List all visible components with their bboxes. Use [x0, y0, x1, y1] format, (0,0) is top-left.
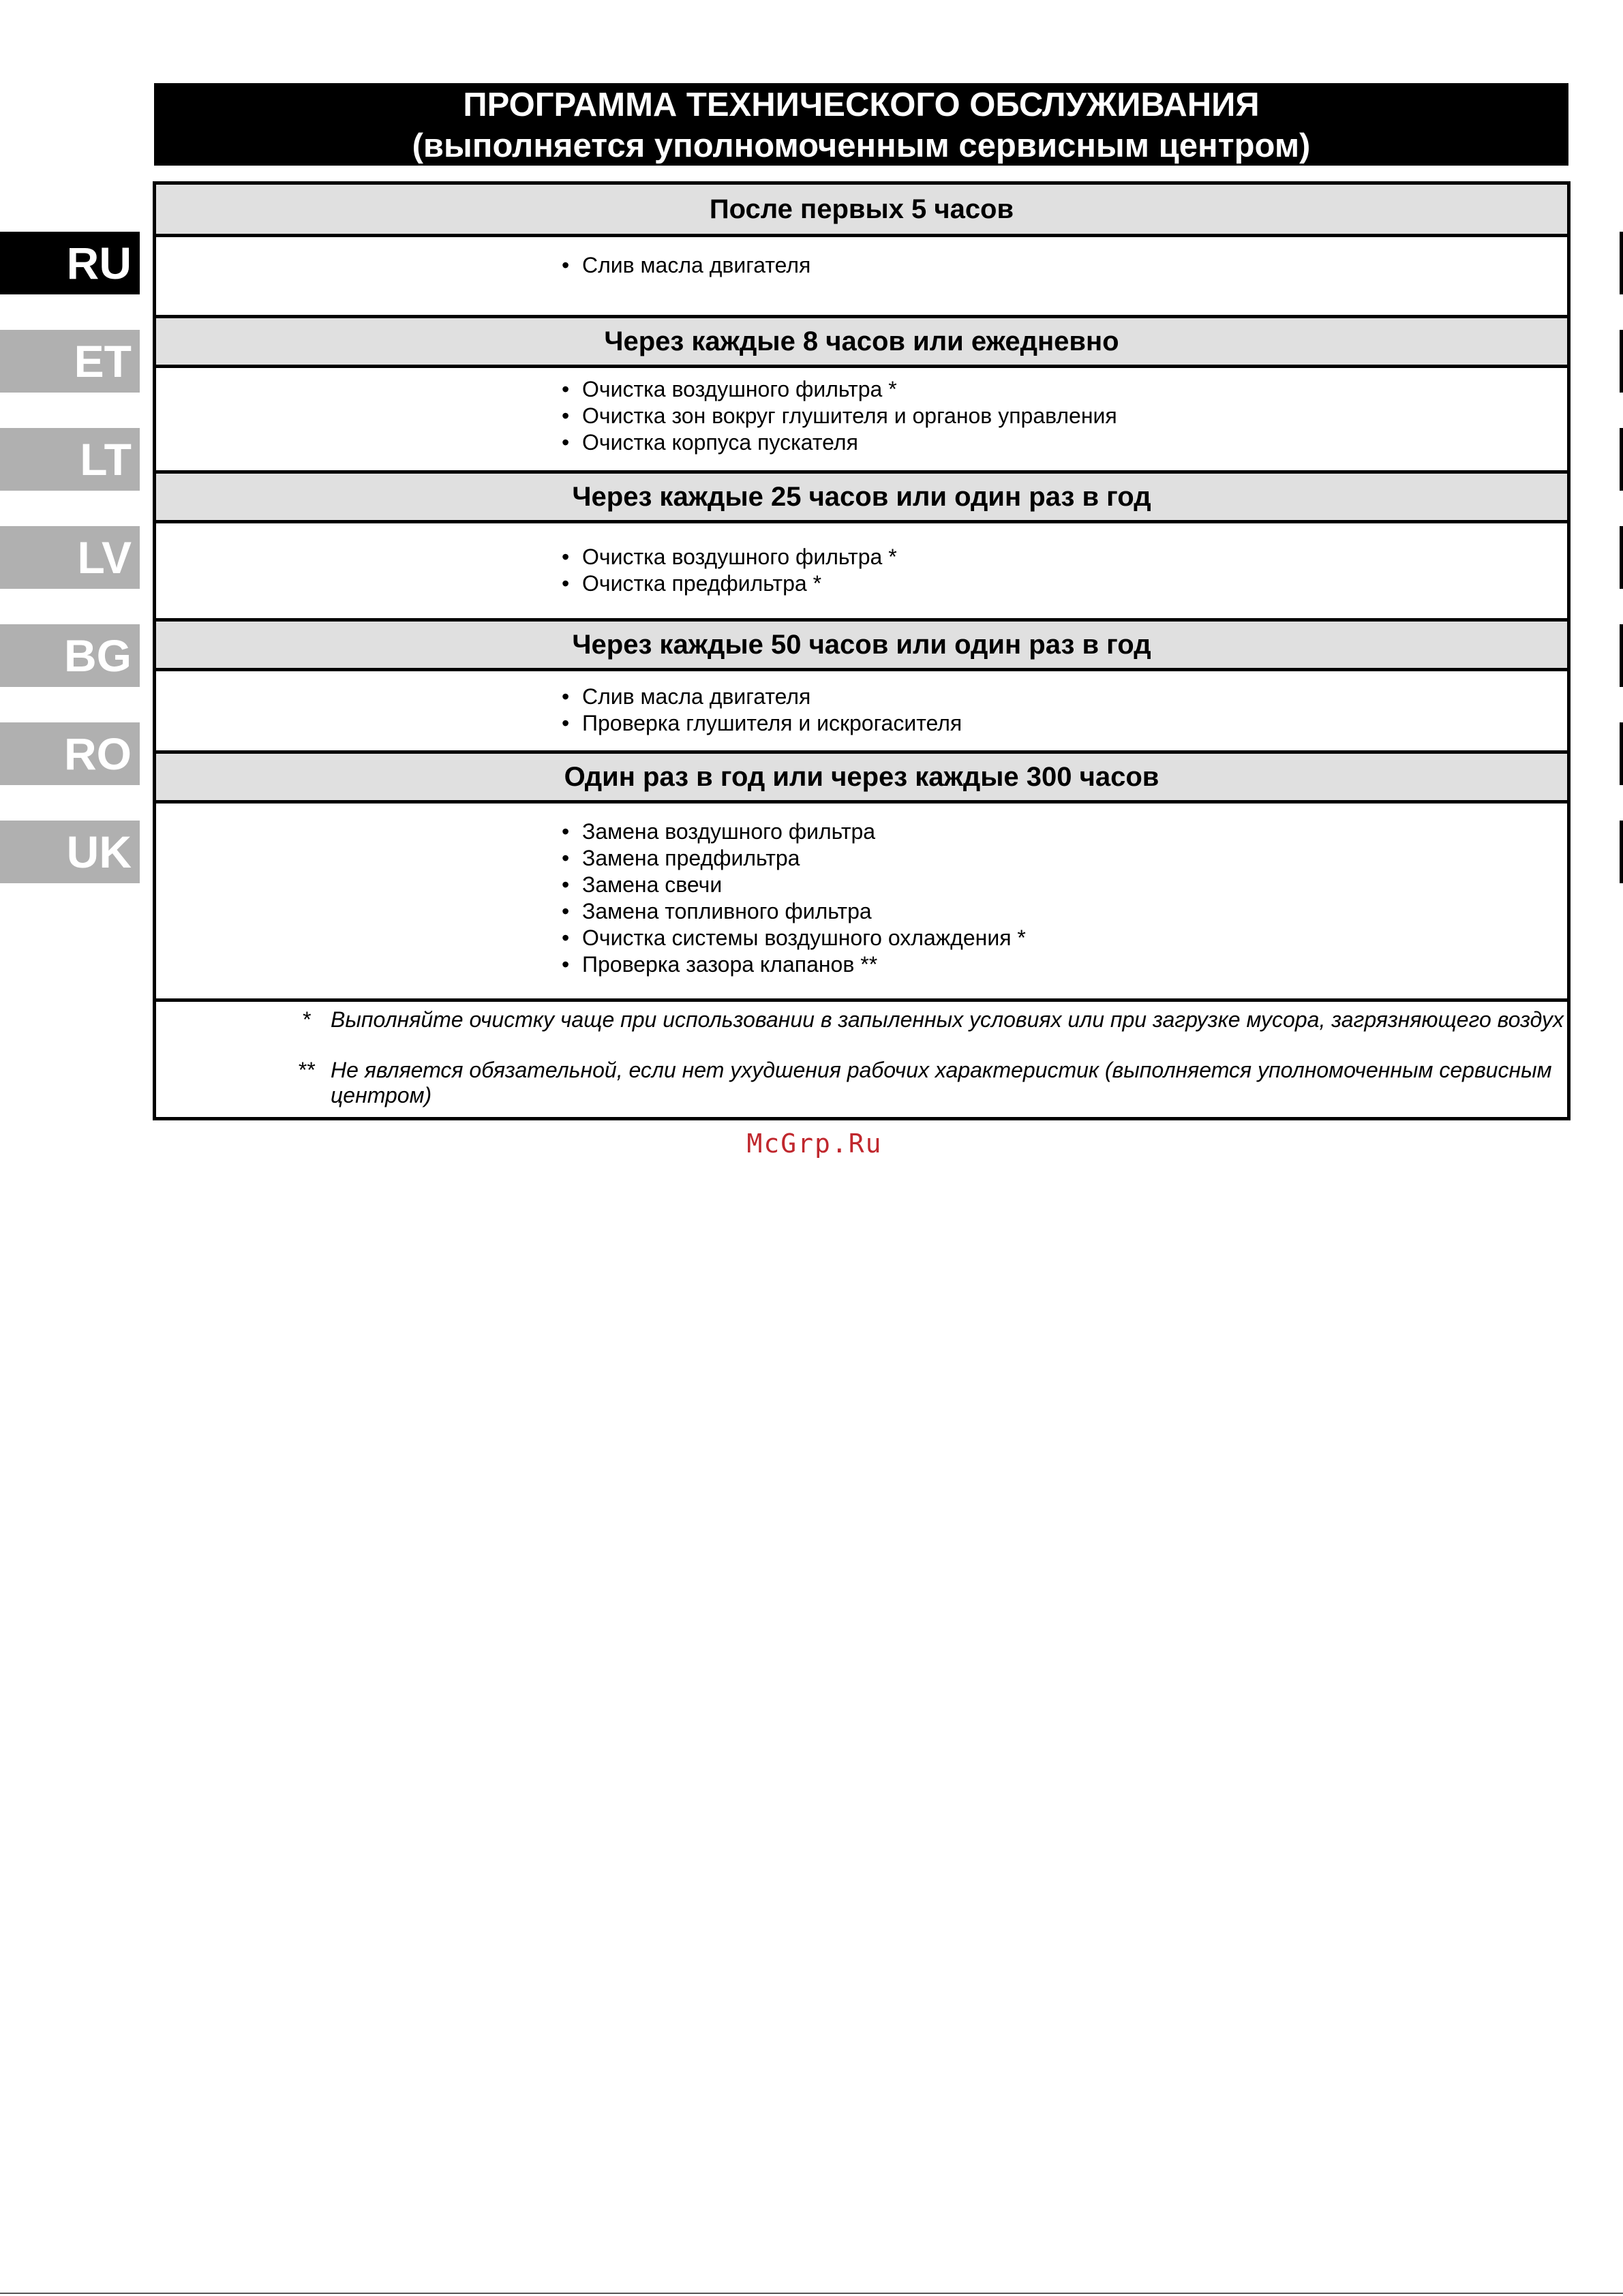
- lang-tab-uk[interactable]: UK: [0, 821, 140, 883]
- task-item: • Очистка корпуса пускателя: [562, 429, 1117, 456]
- lang-tab-lt[interactable]: LT: [0, 428, 140, 491]
- section-header: Через каждые 50 часов или один раз в год: [156, 618, 1567, 671]
- lang-tab-bg[interactable]: BG: [0, 624, 140, 687]
- edge-mark: [1620, 428, 1623, 491]
- task-list: [562, 684, 962, 737]
- section-body: [156, 671, 1567, 750]
- task-item: • Слив масла двигателя: [562, 684, 962, 710]
- maintenance-table: [153, 181, 1571, 1120]
- task-item: • Проверка зазора клапанов **: [562, 951, 1026, 978]
- title-line-1: ПРОГРАММА ТЕХНИЧЕСКОГО ОБСЛУЖИВАНИЯ: [463, 87, 1260, 123]
- footnote-mark: *: [301, 1007, 311, 1032]
- section-body: [156, 803, 1567, 998]
- footnotes: [156, 998, 1567, 1117]
- page-title: [154, 83, 1568, 166]
- task-item: • Замена свечи: [562, 872, 1026, 898]
- edge-mark: [1620, 232, 1623, 294]
- task-item: • Очистка воздушного фильтра *: [562, 376, 1117, 403]
- footnote-text: Выполняйте очистку чаще при использовании в запыленных условиях или при загрузке мусора, загрязняющего воздух: [331, 1007, 1564, 1032]
- task-item: • Очистка предфильтра *: [562, 570, 897, 597]
- section-header: Один раз в год или через каждые 300 часов: [156, 750, 1567, 803]
- lang-tab-et[interactable]: ET: [0, 330, 140, 393]
- section-body: [156, 368, 1567, 470]
- task-item: • Проверка глушителя и искрогасителя: [562, 710, 962, 737]
- footnote-text: Не является обязательной, если нет ухудшения рабочих характеристик (выполняется уполномоченным сервисным центром): [331, 1058, 1552, 1107]
- edge-mark: [1620, 624, 1623, 687]
- watermark: McGrp.Ru: [746, 1129, 883, 1159]
- lang-tab-ru[interactable]: RU: [0, 232, 140, 294]
- task-item: • Слив масла двигателя: [562, 252, 810, 279]
- task-list: [562, 376, 1117, 456]
- edge-mark: [1620, 526, 1623, 589]
- section-header: После первых 5 часов: [156, 185, 1567, 237]
- task-item: • Очистка системы воздушного охлаждения *: [562, 925, 1026, 951]
- lang-tab-lv[interactable]: LV: [0, 526, 140, 589]
- task-item: • Замена воздушного фильтра: [562, 818, 1026, 845]
- task-item: • Очистка зон вокруг глушителя и органов управления: [562, 403, 1117, 429]
- edge-mark: [1620, 330, 1623, 393]
- task-item: • Замена топливного фильтра: [562, 898, 1026, 925]
- task-list: [562, 252, 810, 279]
- edge-mark: [1620, 722, 1623, 785]
- title-line-2: (выполняется уполномоченным сервисным центром): [412, 127, 1311, 164]
- edge-mark: [1620, 821, 1623, 883]
- task-list: [562, 818, 1026, 978]
- section-body: [156, 523, 1567, 618]
- section-header: Через каждые 25 часов или один раз в год: [156, 470, 1567, 523]
- lang-tab-ro[interactable]: RO: [0, 722, 140, 785]
- footnote-mark: **: [297, 1058, 315, 1082]
- section-header: Через каждые 8 часов или ежедневно: [156, 315, 1567, 368]
- task-list: [562, 544, 897, 597]
- bottom-rule: [0, 2293, 1623, 2294]
- task-item: • Замена предфильтра: [562, 845, 1026, 872]
- task-item: • Очистка воздушного фильтра *: [562, 544, 897, 570]
- section-body: [156, 237, 1567, 315]
